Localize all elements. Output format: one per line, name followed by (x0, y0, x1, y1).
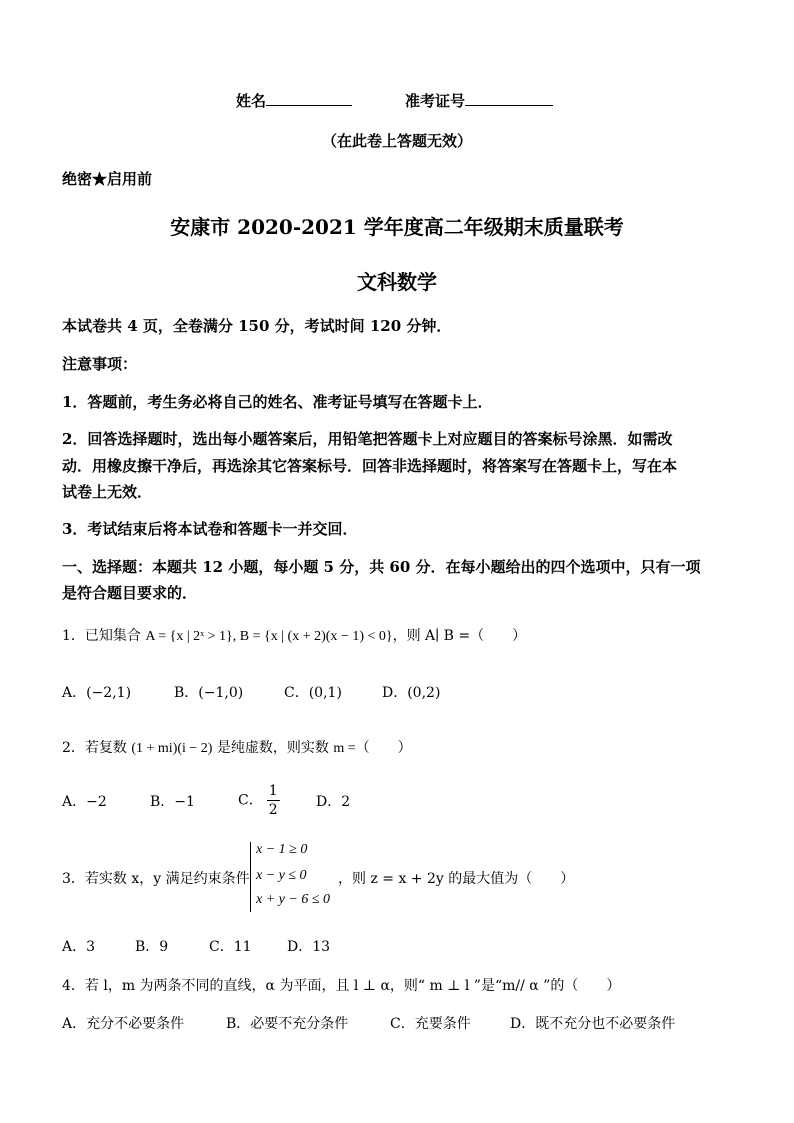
q2-options (62, 782, 350, 822)
q1-set-b: B = {x | (x + 2)(x − 1) < 0} (239, 629, 393, 644)
q3-constraint-2: x − y ≤ 0 (256, 868, 307, 883)
q1-option-a: A．(−2,1) (62, 685, 132, 701)
q2-option-c (238, 782, 316, 819)
q4-option-a: A．充分不必要条件 (62, 1016, 185, 1032)
id-blank (465, 91, 553, 106)
q2-ask: m =（ ） (333, 741, 412, 756)
q2-option-d: D．2 (316, 793, 351, 810)
q4-options (62, 1013, 675, 1033)
q1-ask: ，则 A∣ B =（ ） (392, 628, 527, 644)
exam-title: 安康市 2020-2021 学年度高二年级期末质量联考 (170, 215, 624, 239)
question-2 (62, 737, 412, 757)
q3-ask: ，则 z = x + 2y 的最大值为（ ） (338, 871, 575, 887)
question-1 (62, 625, 526, 645)
q2-middle: 是纯虚数，则实数 (212, 740, 334, 756)
note-3: 3．考试结束后将本试卷和答题卡一并交回． (62, 520, 358, 538)
q3-option-a: A．3 (62, 939, 96, 955)
q3-prefix: 3．若实数 x，y 满足约束条件 (62, 871, 250, 887)
secret-mark: 绝密★启用前 (62, 170, 153, 188)
q1-option-c: C．(0,1) (284, 685, 342, 701)
q3-constraint-brace (250, 842, 251, 912)
q1-options (62, 682, 440, 702)
section-1-line-1: 一、选择题：本题共 12 小题，每小题 5 分，共 60 分．在每小题给出的四个选项中，只有一项 (62, 558, 701, 576)
q3-option-d: D．13 (287, 939, 331, 955)
q1-option-b: B．(−1,0) (174, 685, 244, 701)
q1-prefix: 1．已知集合 (62, 628, 146, 644)
q1-separator: , (232, 629, 240, 644)
q2-option-b: B．−1 (150, 793, 195, 810)
section-1-line-2: 是符合题目要求的． (62, 584, 198, 602)
fraction-numerator: 1 (268, 783, 278, 799)
name-blank (266, 91, 352, 106)
q1-option-d: D．(0,2) (382, 685, 441, 701)
q4-option-b: B．必要不充分条件 (226, 1016, 349, 1032)
q4-option-d: D．既不充分也不必要条件 (510, 1016, 676, 1032)
invalid-note: （在此卷上答题无效） (321, 132, 472, 150)
notes-heading: 注意事项： (62, 355, 138, 373)
q1-set-a: A = {x | 2ˣ > 1} (145, 629, 233, 644)
q2-option-a: A．−2 (62, 793, 107, 810)
question-4: 4．若 l，m 为两条不同的直线，α 为平面，且 l ⊥ α，则“ m ⊥ l ”是“m// α ”的（ ） (62, 978, 621, 994)
fraction-denominator: 2 (268, 802, 278, 818)
q3-constraint-1: x − 1 ≥ 0 (256, 842, 308, 857)
q2-prefix: 2．若复数 (62, 740, 132, 756)
exam-intro: 本试卷共 4 页，全卷满分 150 分，考试时间 120 分钟． (62, 317, 452, 335)
name-label-text: 姓名 (236, 92, 267, 110)
note-2-line-1: 2．回答选择题时，选出每小题答案后，用铅笔把答题卡上对应题目的答案标号涂黑．如需改 (62, 430, 673, 448)
q3-option-c: C．11 (209, 939, 252, 955)
id-field-label (405, 90, 553, 111)
exam-subject: 文科数学 (357, 270, 437, 294)
q3-options (62, 936, 330, 956)
q2-expression: (1 + mi)(i − 2) (131, 741, 213, 756)
name-field-label (236, 90, 352, 111)
q2-option-c-label: C． (238, 792, 263, 809)
q2-option-c-fraction (267, 782, 280, 819)
q3-option-b: B．9 (135, 939, 169, 955)
note-1: 1．答题前，考生务必将自己的姓名、准考证号填写在答题卡上． (62, 393, 493, 411)
note-2-line-2: 动．用橡皮擦干净后，再选涂其它答案标号．回答非选择题时，将答案写在答题卡上，写在本 (62, 457, 678, 475)
note-2-line-3: 试卷上无效． (62, 483, 153, 501)
q3-constraint-3: x + y − 6 ≤ 0 (256, 892, 331, 907)
id-label-text: 准考证号 (405, 92, 466, 110)
q4-option-c: C．充要条件 (390, 1016, 471, 1032)
